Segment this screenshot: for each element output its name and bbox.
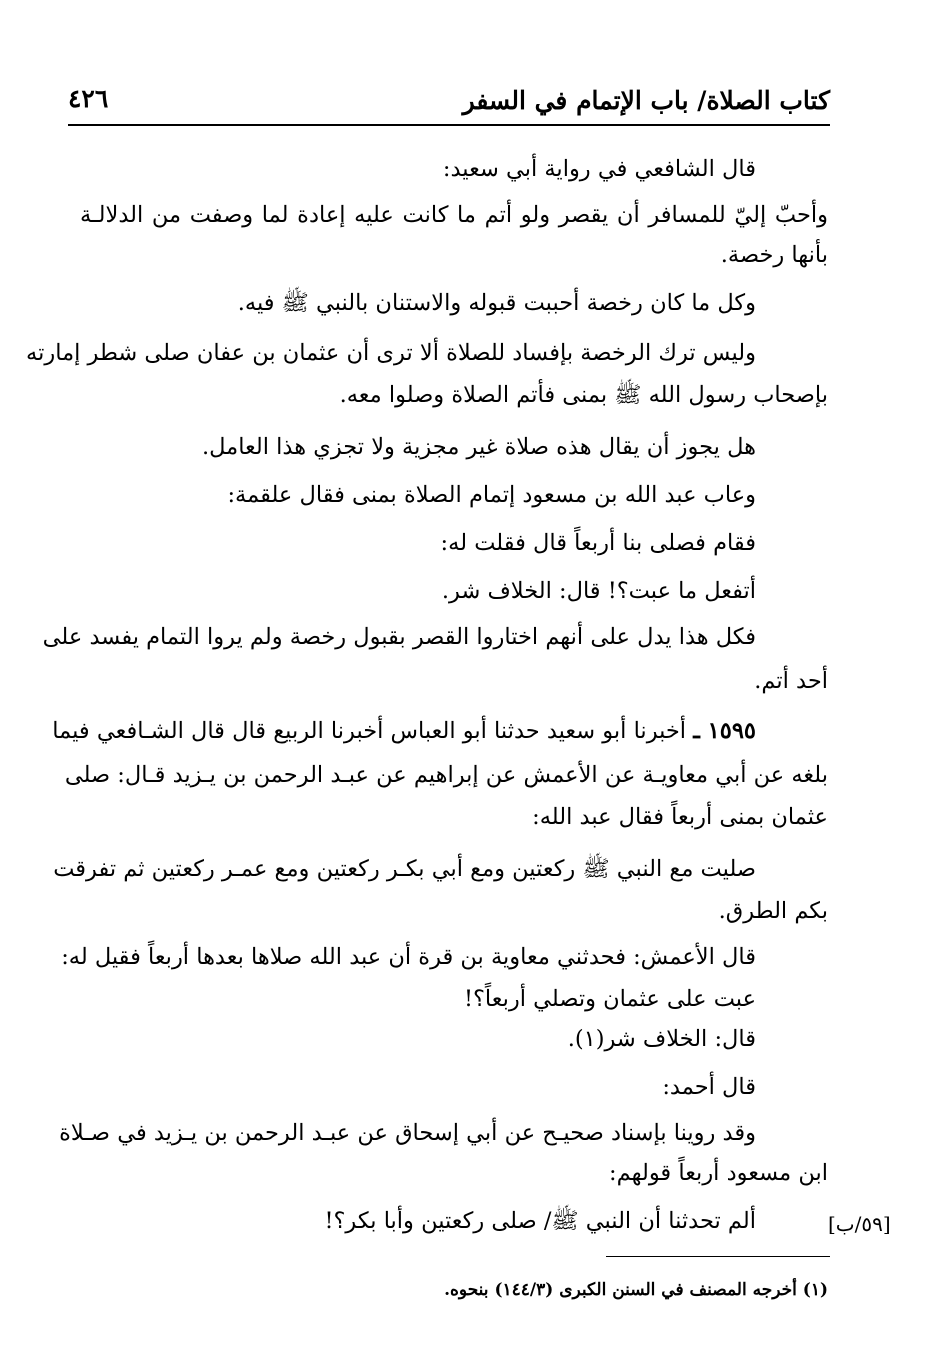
text-line: ابن مسعود أربعاً قولهم: [609, 1160, 828, 1186]
text-line: وليس ترك الرخصة بإفساد للصلاة ألا ترى أن عثمان بن عفان صلى شطر إمارته [26, 340, 756, 366]
text-line: قال أحمد: [662, 1074, 756, 1100]
manuscript-folio-marker: [٥٩/ب] [828, 1212, 891, 1236]
text-line: عبت على عثمان وتصلي أربعاً؟! [463, 986, 756, 1012]
text-line: وقد روينا بإسناد صحيـح عن أبي إسحاق عن عبـد الرحمن بن يـزيد في صـلاة [59, 1120, 756, 1146]
text-line: فكل هذا يدل على أنهم اختاروا القصر بقبول رخصة ولم يروا التمام يفسد على [42, 624, 756, 650]
hadith-line: ١٥٩٥ ـ أخبرنا أبو سعيد حدثنا أبو العباس أخبرنا الربيع قال قال الشـافعي فيما [52, 718, 756, 744]
text-line: أحد أتم. [754, 668, 828, 694]
text-line: بإصحاب رسول الله ﷺ بمنى فأتم الصلاة وصلوا معه. [339, 382, 828, 408]
text-line: بكم الطرق. [718, 898, 828, 924]
text-line: أتفعل ما عبت؟! قال: الخلاف شر. [441, 578, 756, 604]
text-line: وأحبّ إليّ للمسافر أن يقصر ولو أتم ما كانت عليه إعادة لما وصفت من الدلالـة [80, 202, 828, 228]
text-line: قال: الخلاف شر(١). [567, 1026, 756, 1052]
hadith-number: ١٥٩٥ ـ [693, 718, 756, 744]
footnote-rule [606, 1256, 830, 1257]
text-line: بأنها رخصة. [720, 242, 828, 268]
text-line: هل يجوز أن يقال هذه صلاة غير مجزية ولا تجزي هذا العامل. [201, 434, 756, 460]
text-line: وعاب عبد الله بن مسعود إتمام الصلاة بمنى فقال علقمة: [227, 482, 756, 508]
header-rule [68, 124, 830, 126]
text-line: صليت مع النبي ﷺ ركعتين ومع أبي بكـر ركعتين ومع عمـر ركعتين ثم تفرقت [53, 856, 756, 882]
page-header [68, 82, 830, 126]
footnote: (١) أخرجه المصنف في السنن الكبرى (١٤٤/٣) بنحوه. [444, 1280, 828, 1300]
running-title: كتاب الصلاة/ باب الإتمام في السفر [462, 86, 830, 115]
text-line: وكل ما كان رخصة أحببت قبوله والاستنان بالنبي ﷺ فيه. [237, 290, 756, 316]
text-line: قال الأعمش: فحدثني معاوية بن قرة أن عبد الله صلاها بعدها أربعاً فقيل له: [61, 944, 756, 970]
text-line: ألم تحدثنا أن النبي ﷺ/ صلى ركعتين وأبا بكر؟! [324, 1208, 756, 1234]
page-number: ٤٢٦ [68, 84, 109, 113]
text-line: فقام فصلى بنا أربعاً قال فقلت له: [440, 530, 756, 556]
text-line: بلغه عن أبي معاويـة عن الأعمش عن إبراهيم عن عبـد الرحمن بن يـزيد قـال: صلى [64, 762, 828, 788]
text-line: قال الشافعي في رواية أبي سعيد: [442, 156, 756, 182]
text-line: عثمان بمنى أربعاً فقال عبد الله: [532, 804, 828, 830]
